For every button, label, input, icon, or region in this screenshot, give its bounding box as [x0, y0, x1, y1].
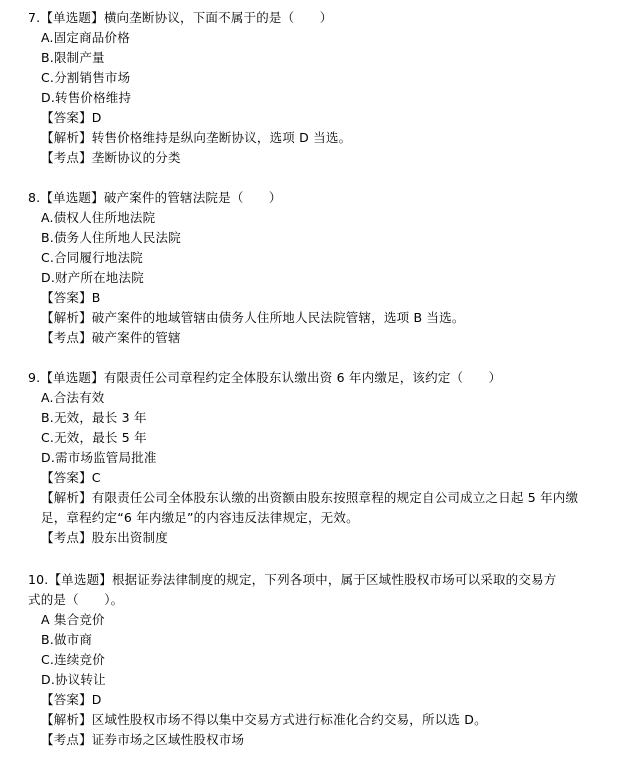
- question-8: [28, 188, 588, 348]
- question-stem: 7.【单选题】横向垄断协议，下面不属于的是（ ）: [28, 10, 333, 25]
- analysis-text: 【解析】转售价格维持是纵向垄断协议，选项 D 当选。: [41, 130, 352, 145]
- option-a: A.固定商品价格: [41, 30, 130, 45]
- option-d: D.需市场监管局批准: [41, 450, 157, 465]
- option-b: B.无效，最长 3 年: [41, 410, 147, 425]
- option-c: C.合同履行地法院: [41, 250, 144, 265]
- option-d: D.财产所在地法院: [41, 270, 144, 285]
- option-b: B.债务人住所地人民法院: [41, 230, 181, 245]
- answer-label: 【答案】C: [41, 470, 101, 485]
- answer-label: 【答案】B: [41, 290, 101, 305]
- analysis-text: 【解析】破产案件的地域管辖由债务人住所地人民法院管辖，选项 B 当选。: [41, 310, 465, 325]
- option-a: A.债权人住所地法院: [41, 210, 156, 225]
- answer-label: 【答案】D: [41, 692, 102, 707]
- option-c: C.无效，最长 5 年: [41, 430, 147, 445]
- topic-label: 【考点】股东出资制度: [41, 530, 169, 545]
- analysis-text: 【解析】区域性股权市场不得以集中交易方式进行标准化合约交易，所以选 D。: [41, 712, 487, 727]
- question-stem: 8.【单选题】破产案件的管辖法院是（ ）: [28, 190, 282, 205]
- answer-label: 【答案】D: [41, 110, 102, 125]
- option-a: A 集合竞价: [41, 612, 105, 627]
- question-9: [28, 368, 588, 548]
- topic-label: 【考点】垄断协议的分类: [41, 150, 181, 165]
- option-d: D.转售价格维持: [41, 90, 132, 105]
- option-d: D.协议转让: [41, 672, 106, 687]
- option-c: C.分割销售市场: [41, 70, 131, 85]
- option-b: B.做市商: [41, 632, 93, 647]
- analysis-text: 【解析】有限责任公司全体股东认缴的出资额由股东按照章程的规定自公司成立之日起 5 年内缴足，章程约定“6 年内缴足”的内容违反法律规定，无效。: [41, 490, 579, 525]
- option-c: C.连续竞价: [41, 652, 105, 667]
- topic-label: 【考点】破产案件的管辖: [41, 330, 181, 345]
- question-stem: 10.【单选题】根据证券法律制度的规定，下列各项中，属于区域性股权市场可以采取的交易方式的是（ ）。: [28, 572, 557, 607]
- question-10: [28, 570, 588, 750]
- option-b: B.限制产量: [41, 50, 105, 65]
- question-7: [28, 8, 588, 168]
- topic-label: 【考点】证券市场之区域性股权市场: [41, 732, 245, 747]
- option-a: A.合法有效: [41, 390, 105, 405]
- question-stem: 9.【单选题】有限责任公司章程约定全体股东认缴出资 6 年内缴足，该约定（ ）: [28, 370, 502, 385]
